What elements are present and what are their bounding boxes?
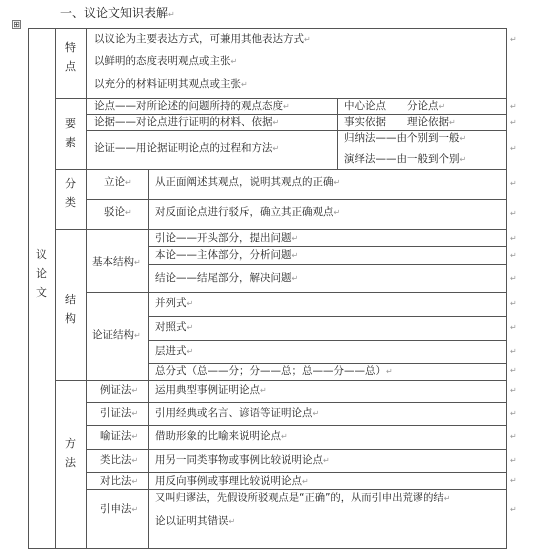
row-end-mark: ↵ [510, 251, 517, 260]
structure-proof-item: 总分式（总——分；分——总；总——分——总）↵ [155, 365, 393, 377]
row-end-mark: ↵ [510, 102, 517, 111]
row-divider [86, 489, 507, 490]
method-name: 对比法↵ [100, 475, 139, 487]
section-label-elements [55, 118, 86, 156]
title-text: 一、议论文知识表解 [60, 6, 169, 20]
row-end-mark: ↵ [510, 144, 517, 153]
section-label-categories [55, 178, 86, 216]
row-end-mark: ↵ [510, 386, 517, 395]
element-left: 论证——用论据证明论点的过程和方法↵ [94, 142, 280, 154]
section-label-char: 分 [65, 177, 76, 190]
category-desc: 从正面阐述其观点，说明其观点的正确↵ [155, 176, 341, 188]
section-label-structure [55, 294, 86, 332]
col-divider [148, 169, 149, 549]
row-end-mark: ↵ [510, 366, 517, 375]
row-end-mark: ↵ [510, 234, 517, 243]
method-desc: 运用典型事例证明论点↵ [155, 384, 267, 396]
row-end-mark: ↵ [510, 35, 517, 44]
method-desc: 用另一同类事物或事例比较说明论点↵ [155, 454, 330, 466]
section-label-char: 法 [65, 456, 76, 469]
row-divider [55, 169, 507, 170]
page-title [60, 7, 175, 19]
row-end-mark: ↵ [510, 347, 517, 356]
row-divider [86, 449, 507, 450]
row-divider [148, 340, 507, 341]
section-label-char: 点 [65, 60, 76, 73]
method-desc: 又叫归谬法，先假设所驳观点是“正确”的，从而引申出荒谬的结↵ [155, 492, 451, 504]
method-desc-continued: 论以证明其错误↵ [155, 515, 236, 527]
table-move-handle-icon[interactable]: ⊞ [13, 20, 20, 29]
section-label-features [55, 42, 86, 80]
col-divider [86, 28, 87, 549]
row-end-mark: ↵ [510, 505, 517, 514]
structure-proof-item: 并列式↵ [155, 297, 194, 309]
section-label-char: 要 [65, 117, 76, 130]
method-name: 类比法↵ [100, 454, 139, 466]
section-label-char: 结 [65, 293, 76, 306]
row-end-mark: ↵ [510, 476, 517, 485]
row-divider [86, 402, 507, 403]
row-divider [86, 130, 507, 131]
method-name: 喻证法↵ [100, 430, 139, 442]
method-name: 引证法↵ [100, 407, 139, 419]
feature-item: 以鲜明的态度表明观点或主张↵ [94, 55, 238, 67]
row-divider [86, 292, 507, 293]
row-divider [86, 472, 507, 473]
row-end-mark: ↵ [510, 323, 517, 332]
row-divider [86, 114, 507, 115]
category-desc: 对反面论点进行驳斥，确立其正确观点↵ [155, 206, 341, 218]
section-label-char: 类 [65, 196, 76, 209]
structure-proof-name: 论证结构↵ [92, 329, 141, 341]
section-label-char: 素 [65, 136, 76, 149]
structure-basic-item: 本论——主体部分，分析问题↵ [155, 249, 299, 261]
row-end-mark: ↵ [510, 299, 517, 308]
col-divider [337, 98, 338, 169]
element-right: 事实依据 理论依据↵ [344, 116, 456, 128]
category-name: 立论↵ [104, 176, 132, 188]
element-left: 论据——对论点进行证明的材料、依据↵ [94, 116, 280, 128]
row-divider [148, 246, 507, 247]
row-end-mark: ↵ [510, 432, 517, 441]
row-end-mark: ↵ [510, 118, 517, 127]
section-label-methods [55, 438, 86, 476]
row-divider [86, 199, 507, 200]
element-right: 归纳法——由个别到一般↵ [344, 132, 467, 144]
row-end-mark: ↵ [510, 409, 517, 418]
row-divider [148, 316, 507, 317]
structure-basic-item: 引论——开头部分，提出问题↵ [155, 232, 299, 244]
row-divider [148, 363, 507, 364]
section-label-char: 特 [65, 41, 76, 54]
method-desc: 借助形象的比喻来说明论点↵ [155, 430, 288, 442]
row-end-mark: ↵ [510, 456, 517, 465]
row-divider [148, 264, 507, 265]
row-end-mark: ↵ [510, 274, 517, 283]
feature-item: 以议论为主要表达方式，可兼用其他表达方式↵ [94, 33, 311, 45]
element-left: 论点——对所论述的问题所持的观点态度↵ [94, 100, 290, 112]
row-divider [55, 380, 507, 381]
category-name: 驳论↵ [104, 206, 132, 218]
main-label-char: 文 [36, 286, 47, 299]
feature-item: 以充分的材料证明其观点或主张↵ [94, 78, 248, 90]
paragraph-mark: ↵ [168, 10, 175, 19]
row-divider [55, 98, 507, 99]
method-name: 引申法↵ [100, 503, 139, 515]
element-right: 演绎法——由一般到个别↵ [344, 153, 467, 165]
structure-proof-item: 层进式↵ [155, 345, 194, 357]
row-divider [55, 229, 507, 230]
row-end-mark: ↵ [510, 179, 517, 188]
structure-basic-name: 基本结构↵ [92, 256, 141, 268]
row-end-mark: ↵ [510, 209, 517, 218]
main-label-char: 论 [36, 267, 47, 280]
element-right: 中心论点 分论点↵ [344, 100, 446, 112]
main-label [28, 249, 55, 306]
structure-proof-item: 对照式↵ [155, 321, 194, 333]
method-desc: 引用经典或名言、谚语等证明论点↵ [155, 407, 320, 419]
section-label-char: 构 [65, 312, 76, 325]
section-label-char: 方 [65, 437, 76, 450]
method-desc: 用反向事例或事理比较说明论点↵ [155, 475, 309, 487]
main-label-char: 议 [36, 248, 47, 261]
row-divider [86, 425, 507, 426]
structure-basic-item: 结论——结尾部分，解决问题↵ [155, 272, 299, 284]
method-name: 例证法↵ [100, 384, 139, 396]
